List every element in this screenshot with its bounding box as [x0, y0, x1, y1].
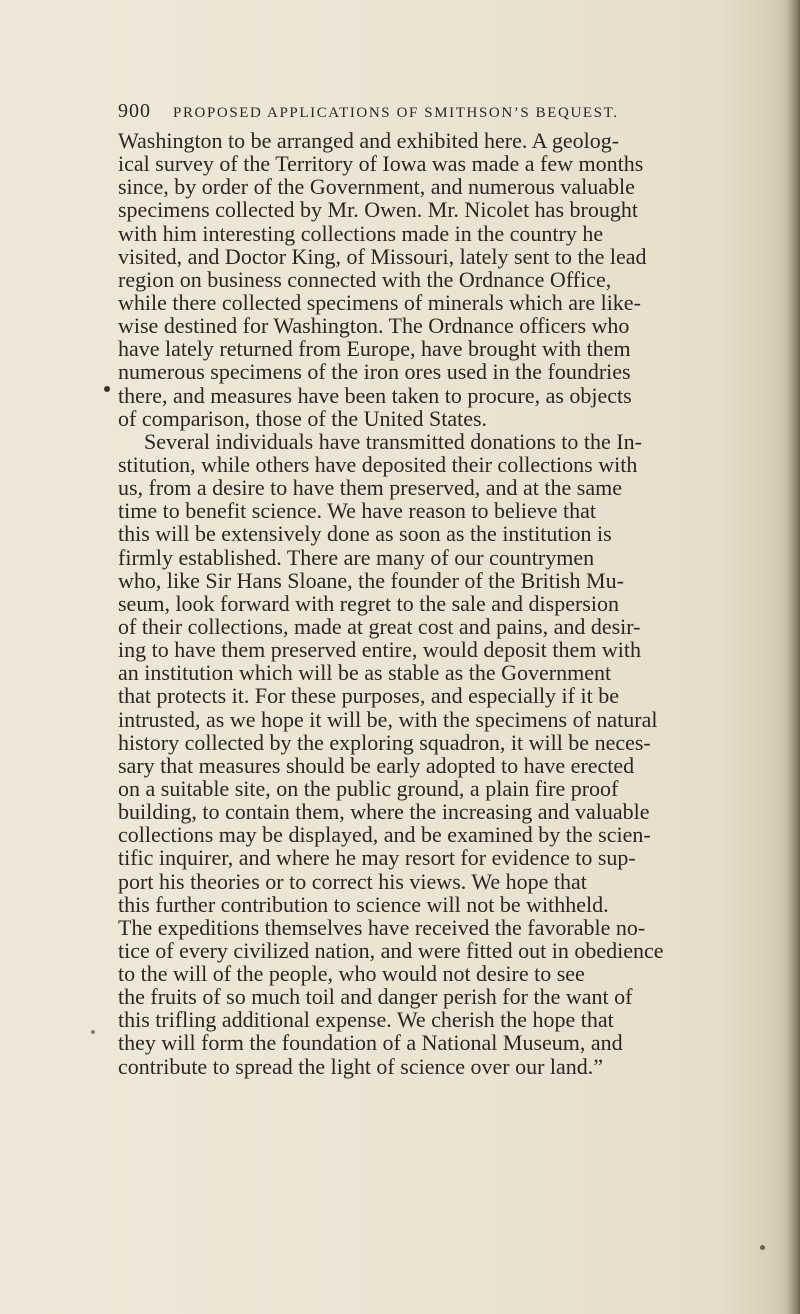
- text-line: of comparison, those of the United States.: [118, 405, 488, 431]
- text-line: history collected by the exploring squadron, it will be neces-: [118, 729, 651, 755]
- text-line: firmly established. There are many of our countrymen: [118, 544, 595, 570]
- text-line: building, to contain them, where the increasing and valuable: [118, 799, 650, 825]
- running-title: PROPOSED APPLICATIONS OF SMITHSON’S BEQUEST.: [173, 105, 619, 121]
- text-line: there, and measures have been taken to procure, as objects: [118, 382, 632, 408]
- text-line: since, by order of the Government, and numerous valuable: [118, 174, 635, 200]
- text-line: Washington to be arranged and exhibited here. A geolog-: [118, 128, 620, 153]
- text-line: time to benefit science. We have reason to believe that: [118, 498, 596, 524]
- text-line: tific inquirer, and where he may resort for evidence to sup-: [118, 845, 636, 871]
- text-line: the fruits of so much toil and danger perish for the want of: [118, 984, 633, 1010]
- text-line: tice of every civilized nation, and were fitted out in obedience: [118, 937, 664, 963]
- text-line: region on business connected with the Ordnance Office,: [118, 266, 612, 292]
- text-line: they will form the foundation of a National Museum, and: [118, 1030, 623, 1056]
- ink-speck: [104, 386, 110, 392]
- text-line: this will be extensively done as soon as the institution is: [118, 521, 612, 547]
- text-line: stitution, while others have deposited their collections with: [118, 451, 638, 477]
- text-line: this trifling additional expense. We cherish the hope that: [118, 1007, 614, 1033]
- paragraph-2: [118, 430, 800, 1078]
- text-line: of their collections, made at great cost and pains, and desir-: [118, 613, 641, 639]
- text-line: sary that measures should be early adopted to have erected: [118, 752, 635, 778]
- text-line: intrusted, as we hope it will be, with the specimens of natural: [118, 706, 658, 732]
- text-line: ing to have them preserved entire, would deposit them with: [118, 637, 641, 663]
- text-line: seum, look forward with regret to the sale and dispersion: [118, 590, 619, 616]
- text-line: numerous specimens of the iron ores used in the foundries: [118, 359, 631, 385]
- text-line: port his theories or to correct his views. We hope that: [118, 868, 587, 894]
- text-line: contribute to spread the light of science over our land.”: [118, 1053, 604, 1079]
- text-line: with him interesting collections made in the country he: [118, 220, 604, 246]
- text-line: ical survey of the Territory of Iowa was made a few months: [118, 151, 644, 177]
- text-line: on a suitable site, on the public ground, a plain fire proof: [118, 775, 619, 801]
- text-line: collections may be displayed, and be examined by the scien-: [118, 822, 651, 848]
- text-line: who, like Sir Hans Sloane, the founder of the British Mu-: [118, 567, 624, 593]
- text-line: The expeditions themselves have received the favorable no-: [118, 914, 646, 940]
- text-line: wise destined for Washington. The Ordnance officers who: [118, 313, 630, 339]
- text-line: specimens collected by Mr. Owen. Mr. Nicolet has brought: [118, 197, 638, 223]
- body-text: [118, 129, 800, 1078]
- text-line: an institution which will be as stable as the Government: [118, 660, 612, 686]
- text-line: have lately returned from Europe, have brought with them: [118, 336, 631, 362]
- text-line: that protects it. For these purposes, and especially if it be: [118, 683, 619, 709]
- ink-speck: [91, 1030, 95, 1034]
- paragraph-1: [118, 129, 800, 430]
- text-line: Several individuals have transmitted donations to the In-: [144, 428, 642, 454]
- text-line: visited, and Doctor King, of Missouri, lately sent to the lead: [118, 243, 647, 269]
- ink-speck: [760, 1245, 765, 1250]
- page-number: 900: [118, 100, 151, 122]
- text-line: to the will of the people, who would not desire to see: [118, 961, 585, 987]
- text-line: us, from a desire to have them preserved, and at the same: [118, 475, 622, 501]
- text-line: this further contribution to science will not be withheld.: [118, 891, 609, 917]
- running-head: [118, 100, 738, 124]
- text-line: while there collected specimens of minerals which are like-: [118, 289, 641, 315]
